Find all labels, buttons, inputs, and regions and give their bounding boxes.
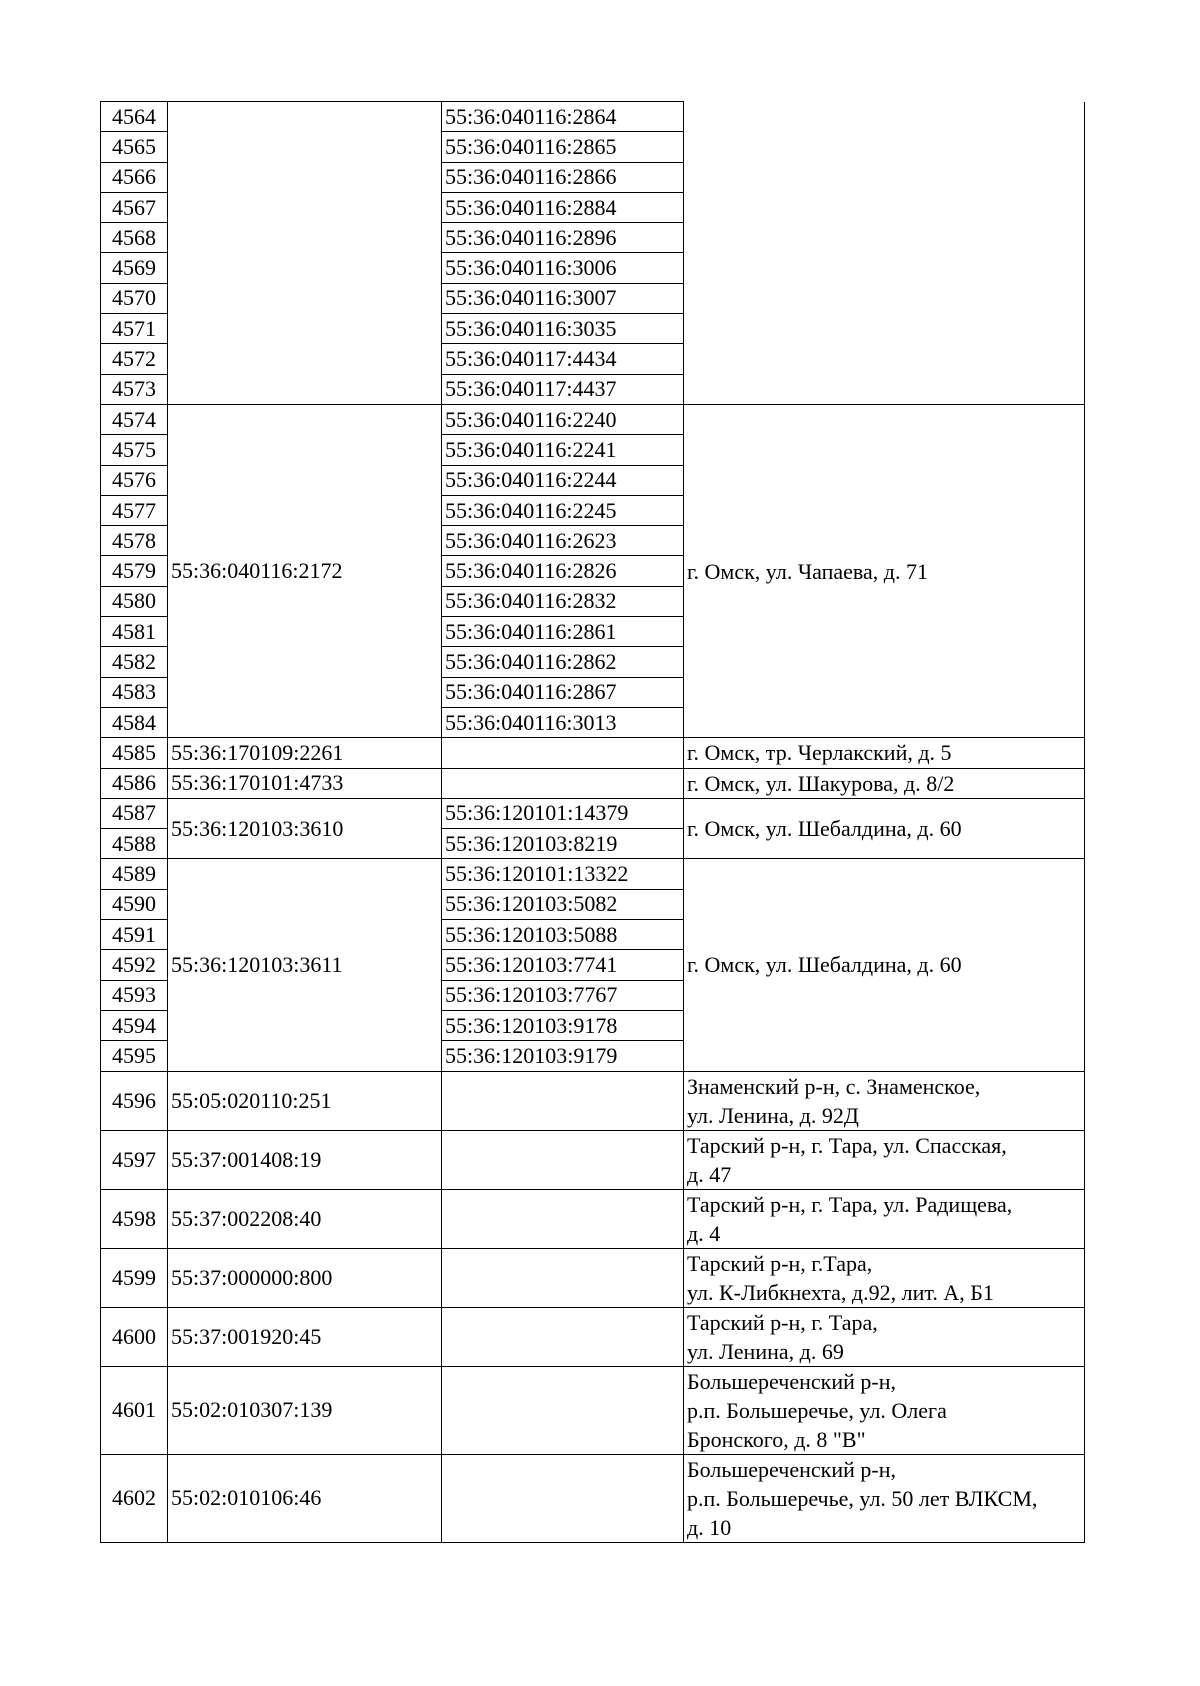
- table-row: [101, 1071, 1085, 1130]
- table-row: [101, 738, 1085, 768]
- table-row: [101, 859, 1085, 889]
- row-number-cell: 4594: [101, 1010, 168, 1040]
- table-row: [101, 102, 1085, 132]
- related-cadastral-number-cell: 55:36:120103:8219: [442, 829, 684, 859]
- row-number-cell: 4590: [101, 889, 168, 919]
- cadastral-number-cell: 55:02:010106:46: [168, 1454, 442, 1542]
- related-cadastral-number-cell: 55:36:040116:2867: [442, 677, 684, 707]
- row-number-cell: 4598: [101, 1189, 168, 1248]
- address-line: Большереченский р-н,: [687, 1368, 896, 1394]
- cadastral-number-cell: 55:36:170101:4733: [168, 768, 442, 798]
- row-number-cell: 4585: [101, 738, 168, 768]
- related-cadastral-number-cell: [442, 1454, 684, 1542]
- address-cell: г. Омск, ул. Шебалдина, д. 60: [684, 859, 1085, 1071]
- related-cadastral-number-cell: 55:36:040116:2884: [442, 192, 684, 222]
- property-registry-table: [100, 101, 1085, 1543]
- related-cadastral-number-cell: [442, 1130, 684, 1189]
- address-line: р.п. Большеречье, ул. 50 лет ВЛКСМ,: [687, 1485, 1038, 1511]
- related-cadastral-number-cell: 55:36:120101:13322: [442, 859, 684, 889]
- table-row: [101, 1307, 1085, 1366]
- related-cadastral-number-cell: 55:36:120103:7741: [442, 950, 684, 980]
- related-cadastral-number-cell: 55:36:040116:2864: [442, 102, 684, 132]
- row-number-cell: 4593: [101, 980, 168, 1010]
- row-number-cell: 4578: [101, 526, 168, 556]
- address-line: ул. Ленина, д. 69: [687, 1338, 844, 1364]
- row-number-cell: 4564: [101, 102, 168, 132]
- cadastral-number-cell: 55:05:020110:251: [168, 1071, 442, 1130]
- address-line: Тарский р-н, г. Тара, ул. Спасская,: [687, 1132, 1007, 1158]
- related-cadastral-number-cell: [442, 1071, 684, 1130]
- row-number-cell: 4569: [101, 253, 168, 283]
- row-number-cell: 4586: [101, 768, 168, 798]
- cadastral-number-cell: 55:36:040116:2172: [168, 404, 442, 737]
- related-cadastral-number-cell: [442, 1366, 684, 1454]
- address-line: Тарский р-н, г. Тара, ул. Радищева,: [687, 1191, 1013, 1217]
- row-number-cell: 4595: [101, 1041, 168, 1071]
- related-cadastral-number-cell: 55:36:040116:2826: [442, 556, 684, 586]
- related-cadastral-number-cell: 55:36:040116:3006: [442, 253, 684, 283]
- related-cadastral-number-cell: 55:36:120103:5088: [442, 920, 684, 950]
- related-cadastral-number-cell: 55:36:040116:2245: [442, 495, 684, 525]
- cadastral-number-cell: 55:36:120103:3611: [168, 859, 442, 1071]
- row-number-cell: 4575: [101, 435, 168, 465]
- related-cadastral-number-cell: 55:36:040116:2861: [442, 617, 684, 647]
- table-row: [101, 768, 1085, 798]
- related-cadastral-number-cell: [442, 1189, 684, 1248]
- row-number-cell: 4591: [101, 920, 168, 950]
- address-cell: [684, 1366, 1085, 1454]
- row-number-cell: 4584: [101, 707, 168, 737]
- address-line: Тарский р-н, г. Тара,: [687, 1309, 878, 1335]
- related-cadastral-number-cell: 55:36:040116:3007: [442, 283, 684, 313]
- cadastral-number-cell: 55:37:001408:19: [168, 1130, 442, 1189]
- row-number-cell: 4592: [101, 950, 168, 980]
- row-number-cell: 4600: [101, 1307, 168, 1366]
- row-number-cell: 4571: [101, 314, 168, 344]
- address-line: д. 47: [687, 1161, 732, 1187]
- address-cell: [684, 1307, 1085, 1366]
- related-cadastral-number-cell: [442, 1248, 684, 1307]
- table-row: [101, 1130, 1085, 1189]
- row-number-cell: 4588: [101, 829, 168, 859]
- related-cadastral-number-cell: 55:36:040116:2862: [442, 647, 684, 677]
- row-number-cell: 4568: [101, 223, 168, 253]
- related-cadastral-number-cell: 55:36:040117:4437: [442, 374, 684, 404]
- row-number-cell: 4574: [101, 404, 168, 434]
- row-number-cell: 4581: [101, 617, 168, 647]
- related-cadastral-number-cell: 55:36:040116:2832: [442, 586, 684, 616]
- table-row: [101, 1366, 1085, 1454]
- cadastral-number-cell: 55:37:002208:40: [168, 1189, 442, 1248]
- table-row: [101, 1248, 1085, 1307]
- related-cadastral-number-cell: 55:36:040116:2623: [442, 526, 684, 556]
- table-row: [101, 1189, 1085, 1248]
- related-cadastral-number-cell: 55:36:040116:2865: [442, 132, 684, 162]
- row-number-cell: 4587: [101, 798, 168, 828]
- cadastral-number-cell: [168, 102, 442, 405]
- address-cell: [684, 1071, 1085, 1130]
- row-number-cell: 4570: [101, 283, 168, 313]
- cadastral-number-cell: 55:37:000000:800: [168, 1248, 442, 1307]
- address-line: ул. К-Либкнехта, д.92, лит. А, Б1: [687, 1279, 994, 1305]
- related-cadastral-number-cell: 55:36:040116:2241: [442, 435, 684, 465]
- address-line: Знаменский р-н, с. Знаменское,: [687, 1073, 981, 1099]
- row-number-cell: 4582: [101, 647, 168, 677]
- related-cadastral-number-cell: 55:36:120103:9179: [442, 1041, 684, 1071]
- row-number-cell: 4599: [101, 1248, 168, 1307]
- address-line: Бронского, д. 8 "В": [687, 1426, 866, 1452]
- address-line: Тарский р-н, г.Тара,: [687, 1250, 873, 1276]
- cadastral-number-cell: 55:36:120103:3610: [168, 798, 442, 859]
- table-row: [101, 1454, 1085, 1542]
- related-cadastral-number-cell: 55:36:040117:4434: [442, 344, 684, 374]
- address-cell: г. Омск, ул. Шебалдина, д. 60: [684, 798, 1085, 859]
- cadastral-number-cell: 55:37:001920:45: [168, 1307, 442, 1366]
- address-line: Большереченский р-н,: [687, 1456, 896, 1482]
- row-number-cell: 4580: [101, 586, 168, 616]
- related-cadastral-number-cell: 55:36:040116:2866: [442, 162, 684, 192]
- row-number-cell: 4566: [101, 162, 168, 192]
- address-cell: [684, 102, 1085, 405]
- address-cell: г. Омск, ул. Чапаева, д. 71: [684, 404, 1085, 737]
- related-cadastral-number-cell: [442, 1307, 684, 1366]
- row-number-cell: 4596: [101, 1071, 168, 1130]
- table-row: [101, 798, 1085, 828]
- row-number-cell: 4567: [101, 192, 168, 222]
- related-cadastral-number-cell: 55:36:040116:2240: [442, 404, 684, 434]
- related-cadastral-number-cell: 55:36:040116:3035: [442, 314, 684, 344]
- row-number-cell: 4572: [101, 344, 168, 374]
- related-cadastral-number-cell: 55:36:040116:2896: [442, 223, 684, 253]
- related-cadastral-number-cell: 55:36:120101:14379: [442, 798, 684, 828]
- related-cadastral-number-cell: 55:36:040116:2244: [442, 465, 684, 495]
- related-cadastral-number-cell: 55:36:120103:7767: [442, 980, 684, 1010]
- related-cadastral-number-cell: [442, 738, 684, 768]
- row-number-cell: 4579: [101, 556, 168, 586]
- row-number-cell: 4602: [101, 1454, 168, 1542]
- related-cadastral-number-cell: 55:36:120103:5082: [442, 889, 684, 919]
- related-cadastral-number-cell: [442, 768, 684, 798]
- table-body: [101, 102, 1085, 1543]
- row-number-cell: 4565: [101, 132, 168, 162]
- row-number-cell: 4597: [101, 1130, 168, 1189]
- row-number-cell: 4576: [101, 465, 168, 495]
- address-cell: [684, 1248, 1085, 1307]
- related-cadastral-number-cell: 55:36:120103:9178: [442, 1010, 684, 1040]
- address-cell: [684, 1130, 1085, 1189]
- row-number-cell: 4573: [101, 374, 168, 404]
- row-number-cell: 4601: [101, 1366, 168, 1454]
- row-number-cell: 4589: [101, 859, 168, 889]
- table-row: [101, 404, 1085, 434]
- cadastral-number-cell: 55:36:170109:2261: [168, 738, 442, 768]
- related-cadastral-number-cell: 55:36:040116:3013: [442, 707, 684, 737]
- row-number-cell: 4583: [101, 677, 168, 707]
- address-cell: [684, 1454, 1085, 1542]
- address-line: ул. Ленина, д. 92Д: [687, 1102, 859, 1128]
- row-number-cell: 4577: [101, 495, 168, 525]
- address-cell: г. Омск, тр. Черлакский, д. 5: [684, 738, 1085, 768]
- address-line: р.п. Большеречье, ул. Олега: [687, 1397, 947, 1423]
- cadastral-number-cell: 55:02:010307:139: [168, 1366, 442, 1454]
- address-cell: г. Омск, ул. Шакурова, д. 8/2: [684, 768, 1085, 798]
- address-line: д. 4: [687, 1220, 721, 1246]
- address-line: д. 10: [687, 1514, 732, 1540]
- address-cell: [684, 1189, 1085, 1248]
